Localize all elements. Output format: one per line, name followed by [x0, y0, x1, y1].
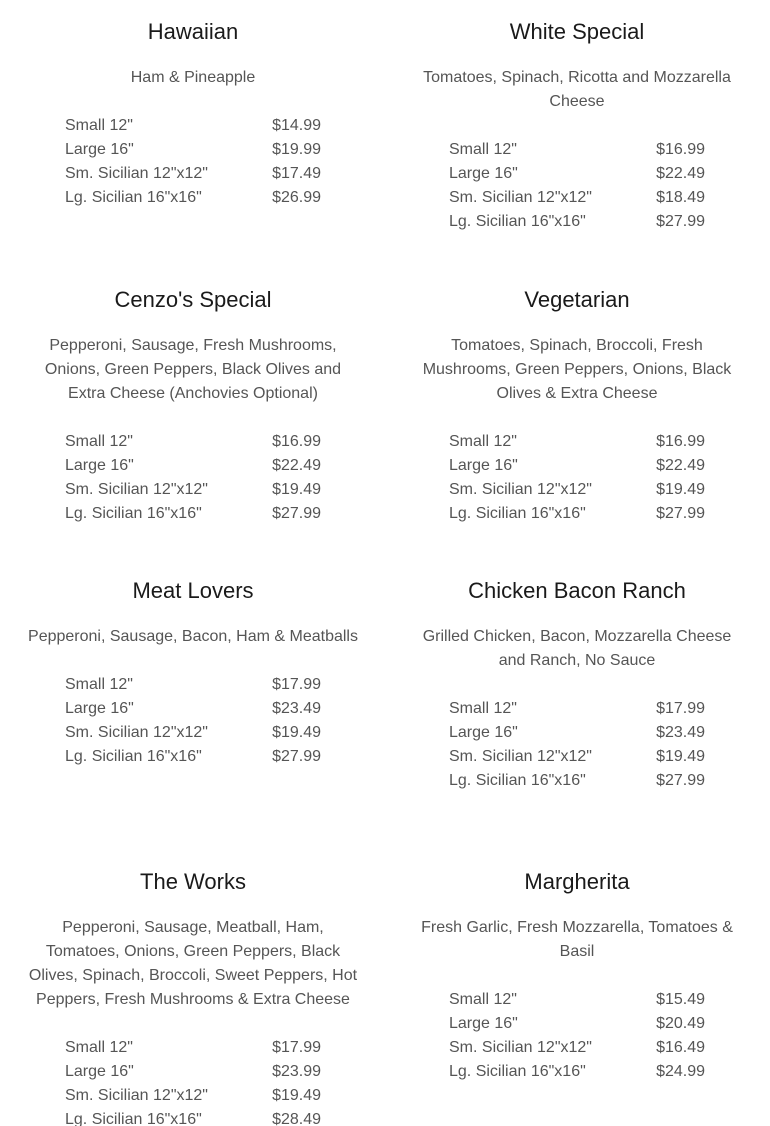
price-value: $22.49 — [656, 165, 705, 182]
size-label: Sm. Sicilian 12"x12" — [449, 1039, 592, 1056]
price-list — [65, 1036, 321, 1126]
size-label: Sm. Sicilian 12"x12" — [65, 481, 208, 498]
price-row — [449, 210, 705, 234]
price-row — [449, 721, 705, 745]
pizza-description: Pepperoni, Sausage, Bacon, Ham & Meatballs — [28, 628, 358, 645]
price-list — [449, 697, 705, 793]
price-value: $26.99 — [272, 189, 321, 206]
price-list — [449, 430, 705, 526]
pizza-description: Pepperoni, Sausage, Meatball, Ham, Tomatoes, Onions, Green Peppers, Black Olives, Spinach, Broccoli, Sweet Peppers, Hot Peppers, Fresh Mushrooms & Extra Cheese — [28, 919, 358, 1008]
size-label: Sm. Sicilian 12"x12" — [449, 481, 592, 498]
price-row — [449, 1060, 705, 1084]
pizza-description: Pepperoni, Sausage, Fresh Mushrooms, Onions, Green Peppers, Black Olives and Extra Cheese (Anchovies Optional) — [44, 337, 342, 402]
price-value: $27.99 — [272, 748, 321, 765]
price-row — [449, 988, 705, 1012]
price-value: $16.99 — [272, 433, 321, 450]
size-label: Small 12" — [65, 676, 133, 693]
size-label: Large 16" — [65, 700, 134, 717]
price-row — [449, 769, 705, 793]
size-label: Small 12" — [449, 991, 517, 1008]
price-value: $17.99 — [272, 1039, 321, 1056]
size-label: Sm. Sicilian 12"x12" — [65, 1087, 208, 1104]
price-value: $19.49 — [272, 481, 321, 498]
pizza-description: Tomatoes, Spinach, Ricotta and Mozzarella Cheese — [423, 69, 731, 110]
price-value: $16.99 — [656, 433, 705, 450]
menu-item-the-works — [18, 868, 368, 1126]
size-label: Lg. Sicilian 16"x16" — [65, 189, 202, 206]
pizza-description: Grilled Chicken, Bacon, Mozzarella Cheese and Ranch, No Sauce — [422, 628, 732, 669]
size-label: Small 12" — [449, 433, 517, 450]
price-value: $16.49 — [656, 1039, 705, 1056]
price-row — [449, 138, 705, 162]
price-row — [65, 454, 321, 478]
price-row — [65, 186, 321, 210]
price-list — [65, 430, 321, 526]
price-row — [449, 502, 705, 526]
price-list — [65, 673, 321, 769]
price-value: $17.99 — [656, 700, 705, 717]
size-label: Lg. Sicilian 16"x16" — [65, 1111, 202, 1126]
price-row — [65, 721, 321, 745]
pizza-name: The Works — [140, 869, 246, 894]
size-label: Small 12" — [449, 700, 517, 717]
size-label: Sm. Sicilian 12"x12" — [65, 165, 208, 182]
pizza-name: Chicken Bacon Ranch — [468, 578, 686, 603]
price-value: $23.49 — [272, 700, 321, 717]
menu-item-chicken-bacon-ranch — [402, 577, 752, 793]
price-row — [65, 430, 321, 454]
size-label: Small 12" — [65, 1039, 133, 1056]
price-list — [449, 138, 705, 234]
size-label: Lg. Sicilian 16"x16" — [449, 1063, 586, 1080]
price-value: $19.49 — [656, 481, 705, 498]
price-value: $27.99 — [656, 505, 705, 522]
price-row — [449, 430, 705, 454]
price-row — [65, 1084, 321, 1108]
price-list — [449, 988, 705, 1084]
price-row — [65, 697, 321, 721]
size-label: Sm. Sicilian 12"x12" — [449, 189, 592, 206]
price-row — [65, 1108, 321, 1126]
price-value: $22.49 — [272, 457, 321, 474]
pizza-name: Vegetarian — [524, 287, 630, 312]
pizza-description: Ham & Pineapple — [130, 69, 256, 86]
price-value: $18.49 — [656, 189, 705, 206]
price-value: $24.99 — [656, 1063, 705, 1080]
price-value: $20.49 — [656, 1015, 705, 1032]
pizza-name: Cenzo's Special — [114, 287, 272, 312]
price-value: $23.99 — [272, 1063, 321, 1080]
size-label: Lg. Sicilian 16"x16" — [65, 748, 202, 765]
price-row — [449, 162, 705, 186]
size-label: Large 16" — [449, 165, 518, 182]
price-row — [449, 1012, 705, 1036]
price-row — [449, 1036, 705, 1060]
price-value: $27.99 — [656, 772, 705, 789]
pizza-name: Meat Lovers — [132, 578, 254, 603]
price-row — [65, 745, 321, 769]
price-row — [65, 673, 321, 697]
price-row — [65, 502, 321, 526]
menu-item-margherita — [402, 868, 752, 1084]
price-row — [65, 1036, 321, 1060]
price-row — [65, 138, 321, 162]
pizza-description: Tomatoes, Spinach, Broccoli, Fresh Mushrooms, Green Peppers, Onions, Black Olives & Extra Cheese — [422, 337, 732, 402]
size-label: Lg. Sicilian 16"x16" — [449, 213, 586, 230]
size-label: Sm. Sicilian 12"x12" — [65, 724, 208, 741]
price-row — [65, 478, 321, 502]
size-label: Large 16" — [65, 141, 134, 158]
price-value: $15.49 — [656, 991, 705, 1008]
price-value: $22.49 — [656, 457, 705, 474]
price-row — [65, 114, 321, 138]
price-list — [65, 114, 321, 210]
pizza-name: Hawaiian — [147, 19, 239, 44]
price-value: $27.99 — [272, 505, 321, 522]
size-label: Lg. Sicilian 16"x16" — [65, 505, 202, 522]
menu-item-vegetarian — [402, 286, 752, 526]
size-label: Small 12" — [449, 141, 517, 158]
size-label: Large 16" — [449, 724, 518, 741]
price-row — [449, 478, 705, 502]
price-row — [65, 1060, 321, 1084]
price-row — [65, 162, 321, 186]
price-value: $16.99 — [656, 141, 705, 158]
size-label: Large 16" — [449, 457, 518, 474]
price-value: $23.49 — [656, 724, 705, 741]
price-value: $17.49 — [272, 165, 321, 182]
price-value: $27.99 — [656, 213, 705, 230]
pizza-name: White Special — [509, 19, 645, 44]
size-label: Sm. Sicilian 12"x12" — [449, 748, 592, 765]
price-row — [449, 697, 705, 721]
size-label: Small 12" — [65, 117, 133, 134]
price-row — [449, 745, 705, 769]
price-row — [449, 454, 705, 478]
price-value: $19.49 — [272, 1087, 321, 1104]
menu-item-white-special — [402, 18, 752, 234]
menu-item-cenzos-special — [18, 286, 368, 526]
price-value: $14.99 — [272, 117, 321, 134]
size-label: Lg. Sicilian 16"x16" — [449, 505, 586, 522]
price-value: $28.49 — [272, 1111, 321, 1126]
size-label: Lg. Sicilian 16"x16" — [449, 772, 586, 789]
pizza-name: Margherita — [524, 869, 630, 894]
menu-item-hawaiian — [18, 18, 368, 210]
menu-item-meat-lovers — [18, 577, 368, 769]
size-label: Small 12" — [65, 433, 133, 450]
price-value: $19.49 — [272, 724, 321, 741]
price-value: $19.99 — [272, 141, 321, 158]
size-label: Large 16" — [65, 457, 134, 474]
size-label: Large 16" — [449, 1015, 518, 1032]
size-label: Large 16" — [65, 1063, 134, 1080]
pizza-description: Fresh Garlic, Fresh Mozzarella, Tomatoes & Basil — [421, 919, 733, 960]
price-value: $17.99 — [272, 676, 321, 693]
price-value: $19.49 — [656, 748, 705, 765]
price-row — [449, 186, 705, 210]
